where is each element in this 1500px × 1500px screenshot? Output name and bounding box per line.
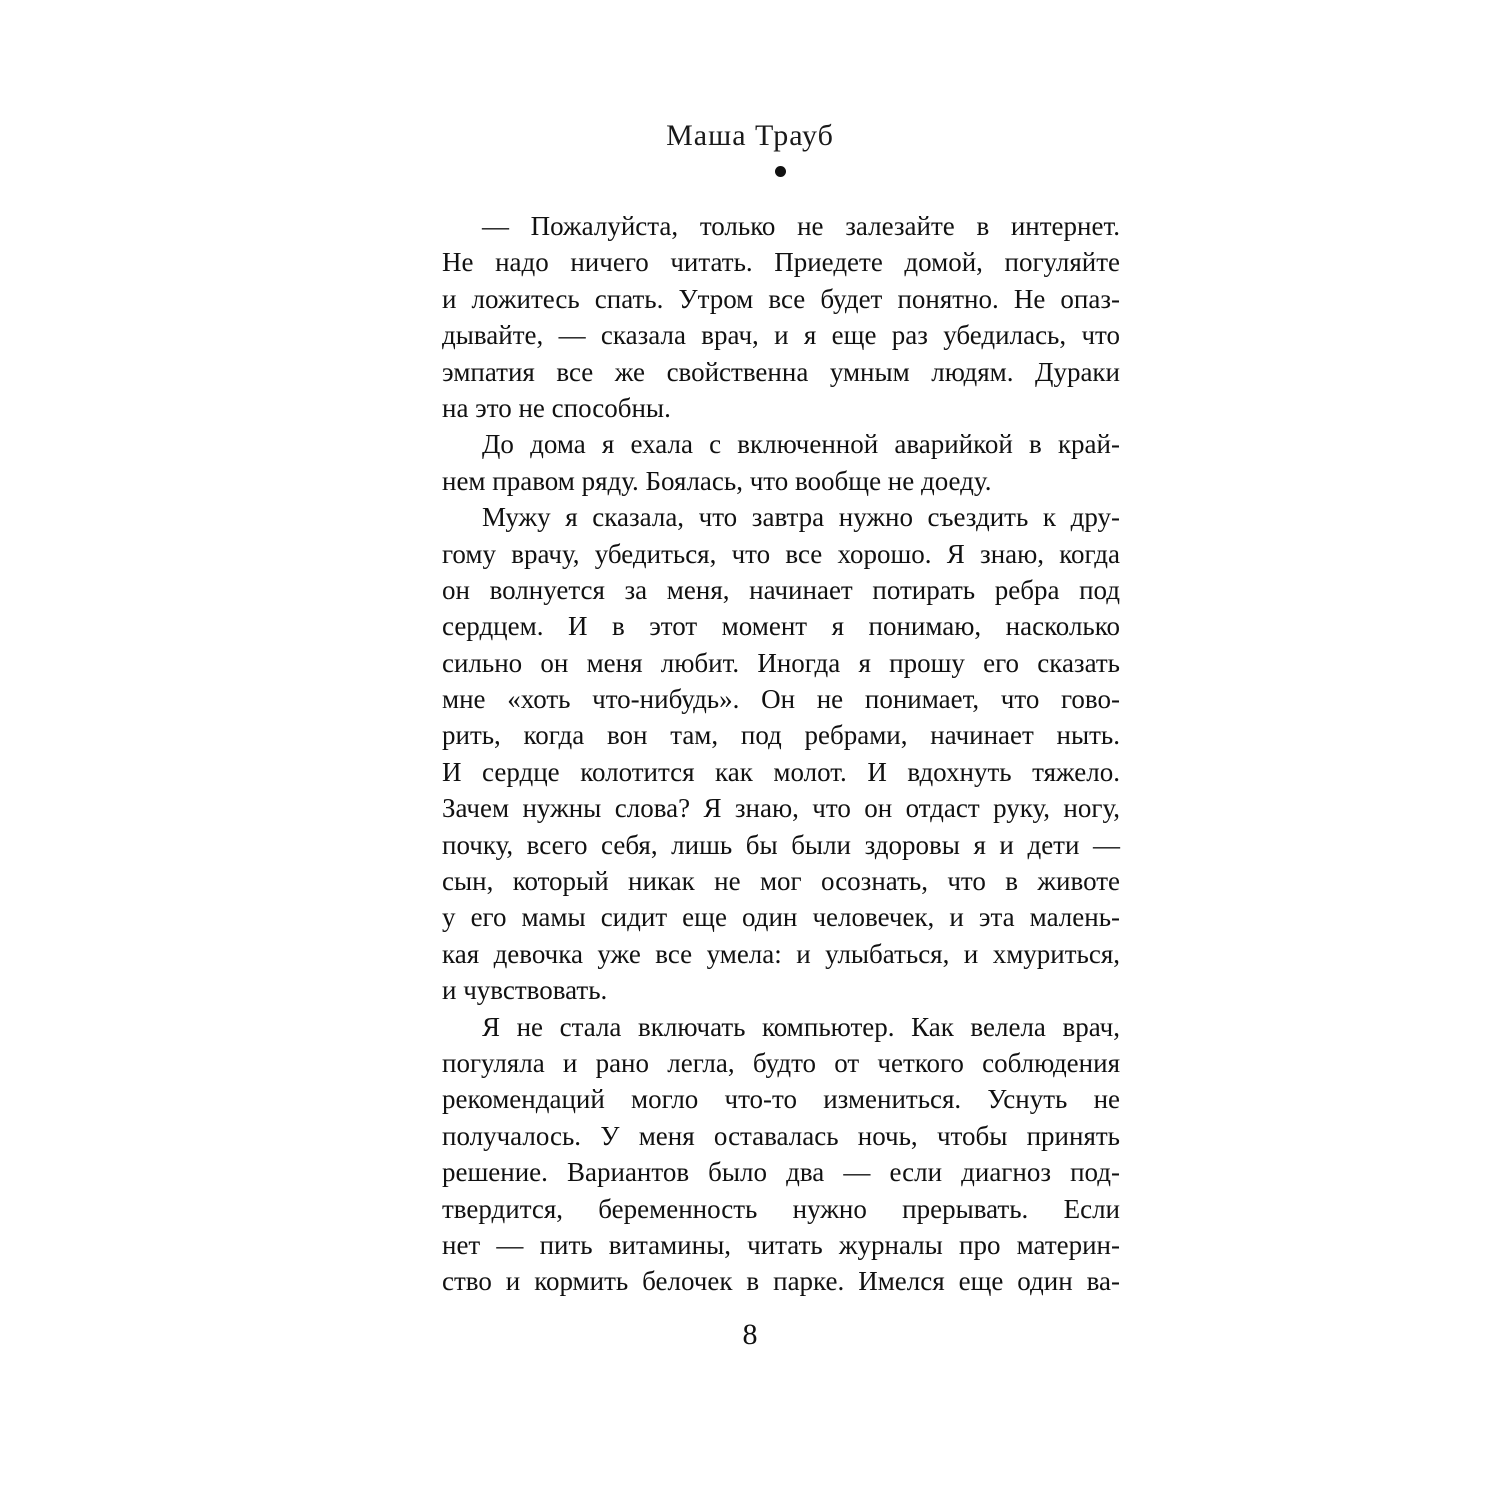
text-line: Мужу я сказала, что завтра нужно съездить к дру- — [482, 502, 1120, 533]
text-line: почку, всего себя, лишь бы были здоровы я и дети — — [442, 829, 1120, 860]
text-line: погуляла и рано легла, будто от четкого соблюдения — [442, 1047, 1120, 1078]
text-line: он волнуется за меня, начинает потирать ребра под — [442, 574, 1120, 605]
text-line: на это не способны. — [442, 392, 671, 423]
text-line: мне «хоть что-нибудь». Он не понимает, что гово- — [442, 684, 1120, 715]
text-line: Я не стала включать компьютер. Как велела врач, — [482, 1011, 1120, 1042]
text-line: Зачем нужны слова? Я знаю, что он отдаст руку, ногу, — [442, 793, 1120, 824]
text-line: нет — пить витамины, читать журналы про материн- — [442, 1229, 1120, 1260]
text-line: сердцем. И в этот момент я понимаю, насколько — [442, 611, 1120, 642]
body-text — [442, 208, 1120, 1300]
text-line: И сердце колотится как молот. И вдохнуть тяжело. — [442, 756, 1120, 787]
text-line: ство и кормить белочек в парке. Имелся еще один ва- — [442, 1266, 1120, 1297]
text-line: нем правом ряду. Боялась, что вообще не доеду. — [442, 465, 992, 496]
running-head-author: Маша Трауб — [666, 119, 834, 152]
text-line: и ложитесь спать. Утром все будет понятно. Не опаз- — [442, 283, 1120, 314]
ornament-dot — [775, 166, 786, 177]
text-line: кая девочка уже все умела: и улыбаться, и хмуриться, — [442, 938, 1120, 969]
text-line: получалось. У меня оставалась ночь, чтобы принять — [442, 1120, 1120, 1151]
text-line: До дома я ехала с включенной аварийкой в край- — [482, 429, 1120, 460]
text-line: решение. Вариантов было два — если диагноз под- — [442, 1157, 1120, 1188]
text-line: рекомендаций могло что-то измениться. Уснуть не — [442, 1084, 1120, 1115]
text-line: гому врачу, убедиться, что все хорошо. Я знаю, когда — [442, 538, 1120, 569]
text-line: сын, который никак не мог осознать, что в животе — [442, 866, 1120, 897]
text-line: — Пожалуйста, только не залезайте в интернет. — [482, 211, 1120, 241]
text-line: сильно он меня любит. Иногда я прошу его сказать — [442, 647, 1120, 678]
text-line: Не надо ничего читать. Приедете домой, погуляйте — [442, 247, 1120, 278]
text-line: дывайте, — сказала врач, и я еще раз убедилась, что — [442, 320, 1120, 351]
text-line: у его мамы сидит еще один человечек, и эта малень- — [442, 902, 1120, 933]
text-line: и чувствовать. — [442, 975, 608, 1006]
text-line: рить, когда вон там, под ребрами, начинает ныть. — [442, 720, 1120, 751]
page-number: 8 — [742, 1318, 758, 1351]
text-line: твердится, беременность нужно прерывать. Если — [442, 1193, 1120, 1224]
text-line: эмпатия все же свойственна умным людям. Дураки — [442, 356, 1120, 387]
